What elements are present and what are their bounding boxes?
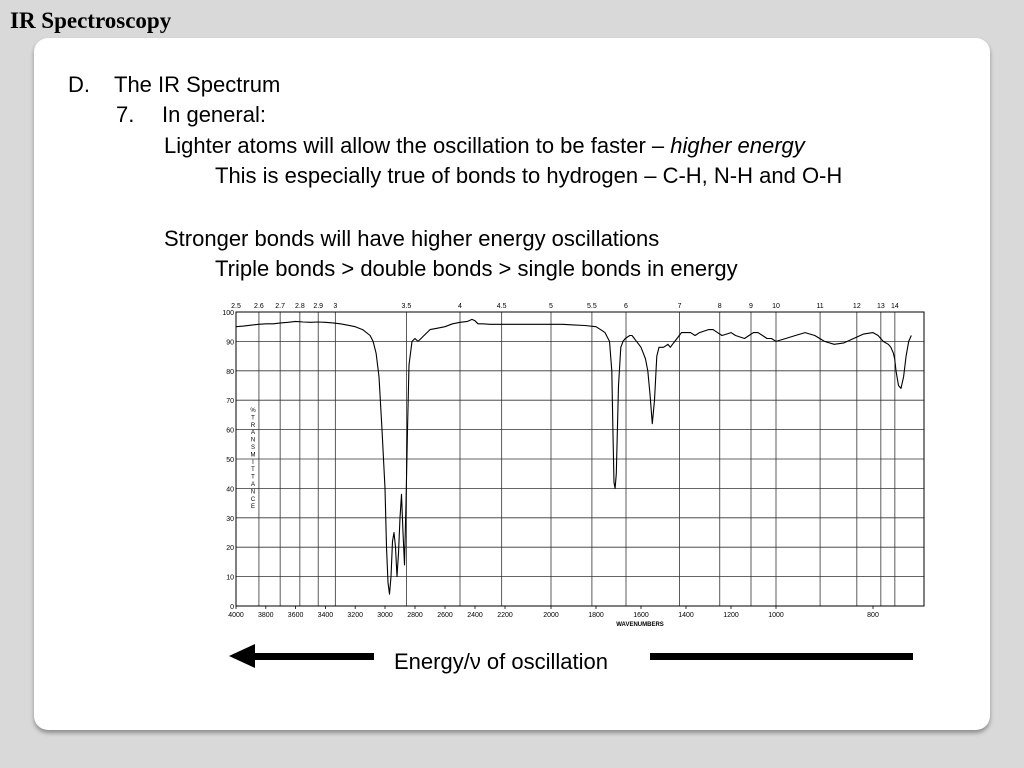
bullet-bond-order: Triple bonds > double bonds > single bonds in energy (215, 256, 738, 281)
x-axis-title: WAVENUMBERS (616, 622, 664, 628)
y-tick-label: 50 (226, 457, 234, 464)
y-tick-label: 70 (226, 398, 234, 406)
y-axis-letter: % (250, 408, 256, 414)
higher-energy-emphasis: higher energy (670, 133, 805, 158)
y-axis-letter: T (251, 415, 255, 422)
y-axis-letter: C (250, 496, 256, 503)
x-tick-label: 2400 (467, 612, 483, 619)
top-tick-label: 5 (549, 303, 553, 310)
x-tick-label: 3000 (377, 612, 393, 619)
y-tick-label: 60 (226, 427, 234, 435)
y-tick-label: 30 (226, 515, 234, 523)
top-tick-label: 13 (876, 303, 885, 310)
top-tick-label: 14 (890, 303, 899, 310)
x-tick-label: 3400 (317, 612, 334, 619)
x-tick-label: 1800 (588, 612, 604, 619)
top-tick-label: 4.5 (496, 303, 507, 310)
top-tick-label: 6 (624, 303, 628, 310)
slide-title: IR Spectroscopy (10, 8, 172, 33)
y-axis-letter: A (250, 430, 256, 437)
top-tick-label: 5.5 (587, 303, 597, 310)
y-tick-label: 10 (226, 574, 234, 582)
x-tick-label: 3600 (287, 612, 304, 619)
y-tick-label: 20 (226, 545, 234, 553)
x-tick-label: 1000 (768, 612, 784, 619)
item-title: In general: (162, 102, 266, 127)
top-tick-label: 8 (717, 303, 722, 310)
top-tick-label: 3 (333, 303, 338, 310)
y-tick-label: 100 (222, 310, 234, 317)
top-tick-label: 3.5 (401, 303, 412, 310)
y-axis-letter: E (250, 504, 256, 511)
top-tick-label: 4 (458, 303, 462, 310)
section-title: The IR Spectrum (114, 72, 281, 97)
top-tick-label: 10 (772, 303, 780, 310)
y-tick-label: 90 (226, 339, 234, 347)
y-axis-letter: I (252, 459, 254, 466)
top-tick-label: 9 (749, 303, 753, 310)
y-axis-letter: N (250, 437, 256, 444)
section-letter: D. (68, 72, 90, 97)
top-tick-label: 11 (816, 303, 824, 310)
y-tick-label: 40 (226, 486, 234, 494)
energy-oscillation-label: Energy/ν of oscillation (394, 649, 608, 674)
y-axis-letter: R (250, 422, 256, 429)
y-axis-letter: T (251, 474, 255, 481)
y-axis-letter: M (250, 452, 256, 459)
x-tick-label: 800 (867, 612, 879, 619)
lighter-atoms-text: Lighter atoms will allow the oscillation to be faster – (164, 133, 671, 158)
x-tick-label: 2600 (437, 612, 453, 619)
top-tick-label: 12 (852, 303, 861, 310)
y-axis-letter: T (251, 467, 255, 474)
spectrum-trace (236, 319, 911, 594)
x-tick-label: 2200 (497, 612, 513, 619)
top-tick-label: 2.9 (313, 303, 324, 310)
top-tick-label: 2.7 (275, 303, 286, 310)
x-tick-label: 1600 (633, 612, 649, 619)
bullet-stronger-bonds: Stronger bonds will have higher energy oscillations (164, 226, 660, 251)
arrow-right-shaft (650, 653, 913, 660)
item-number: 7. (116, 102, 135, 127)
x-tick-label: 1400 (678, 612, 694, 619)
y-tick-label: 0 (230, 604, 234, 611)
x-tick-label: 3800 (258, 612, 274, 619)
x-tick-label: 2000 (543, 612, 559, 619)
y-axis-letter: S (250, 445, 256, 451)
top-tick-label: 2.5 (231, 303, 241, 310)
x-tick-label: 4000 (228, 612, 244, 619)
y-axis-letter: A (250, 482, 256, 488)
arrow-left-shaft (252, 653, 374, 660)
x-tick-label: 2800 (407, 612, 423, 619)
bullet-hydrogen-bonds: This is especially true of bonds to hydrogen – C-H, N-H and O-H (215, 163, 843, 188)
y-tick-label: 80 (226, 368, 234, 376)
x-tick-label: 3200 (347, 612, 363, 619)
y-axis-letter: N (250, 489, 256, 496)
top-tick-label: 7 (677, 303, 682, 310)
x-tick-label: 1200 (723, 612, 739, 619)
top-tick-label: 2.6 (254, 303, 264, 310)
top-tick-label: 2.8 (294, 303, 305, 310)
